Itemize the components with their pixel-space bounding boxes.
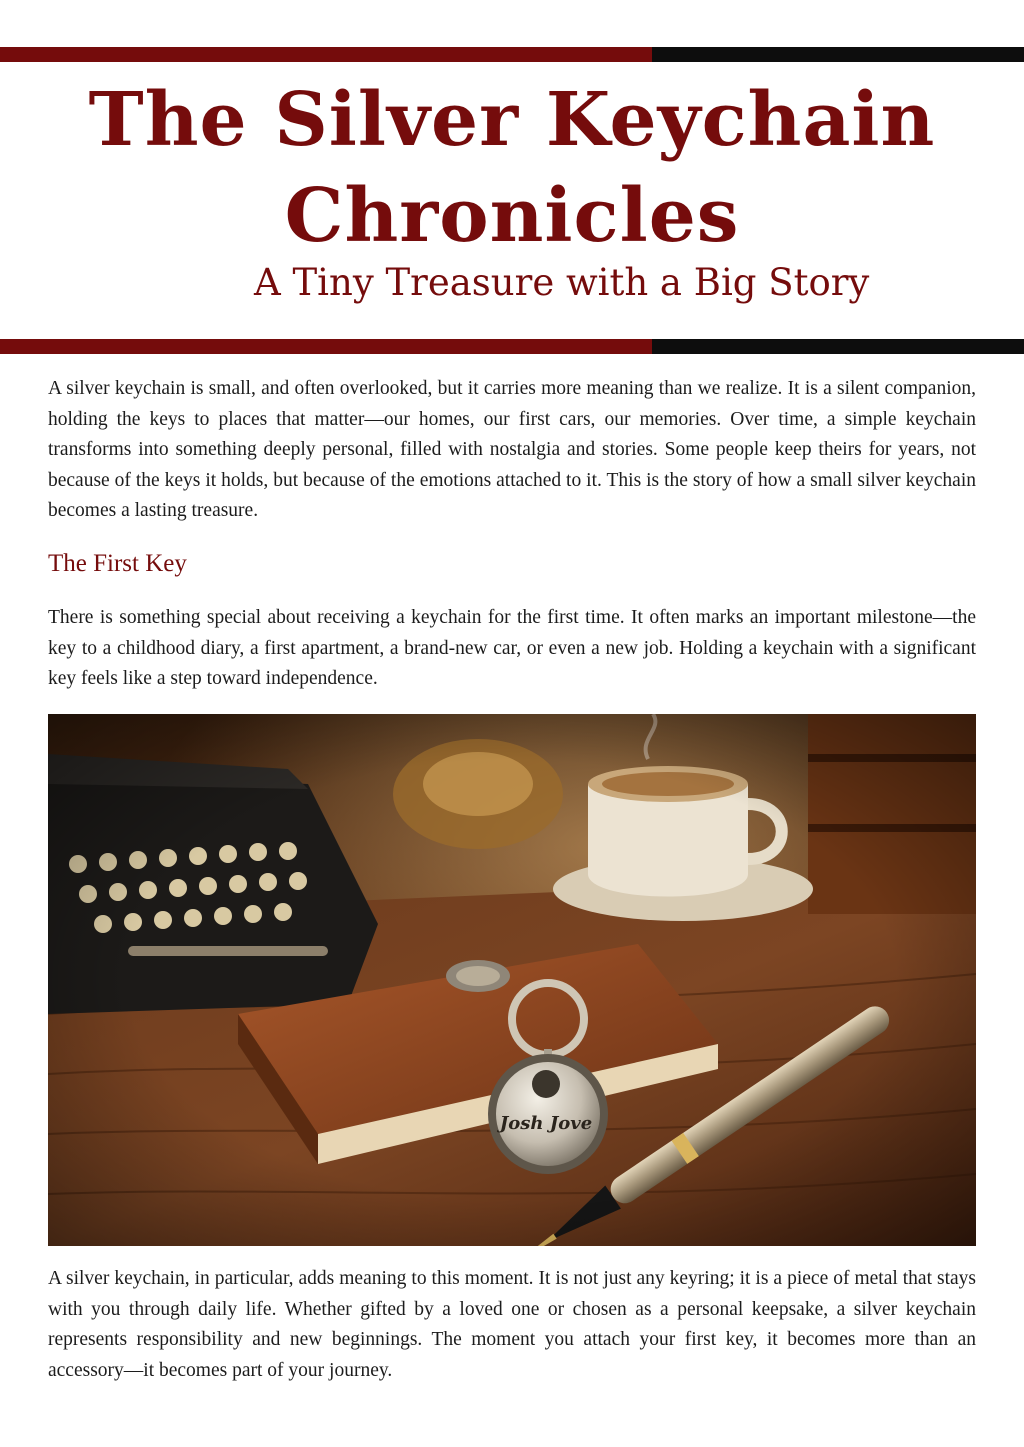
keychain-photo xyxy=(48,714,976,1246)
bottom-rule-black xyxy=(652,339,1024,354)
section-paragraph-2: A silver keychain, in particular, adds meaning to this moment. It is not just any keyring; it is a piece of metal that stays with you through daily life. Whether gifted by a loved one or chosen as a personal keepsake, a silver keychain represents responsibility and new beginnings. The moment you attach your first key, it becomes more than an accessory—it becomes part of your journey. xyxy=(48,1268,976,1381)
section-paragraph-1: There is something special about receiving a keychain for the first time. It often marks an important milestone—the key to a childhood diary, a first apartment, a brand-new car, or even a new job. Holding a keychain with a significant key feels like a step toward independence. xyxy=(48,607,976,689)
page-subtitle: A Tiny Treasure with a Big Story xyxy=(254,261,870,304)
section-heading: The First Key xyxy=(48,550,187,577)
intro-paragraph: A silver keychain is small, and often overlooked, but it carries more meaning than we realize. It is a silent companion, holding the keys to places that matter—our homes, our first cars, our memories. Over time, a simple keychain transforms into something deeply personal, filled with nostalgia and stories. Some people keep theirs for years, not because of the keys it holds, but because of the emotions attached to it. This is the story of how a small silver keychain becomes a lasting treasure. xyxy=(48,378,976,521)
top-rule-black xyxy=(652,47,1024,62)
top-rule-red xyxy=(0,47,652,62)
top-rule xyxy=(0,47,1024,62)
bottom-rule-red xyxy=(0,339,652,354)
photo-illustration xyxy=(48,714,976,1246)
title-line-2: Chronicles xyxy=(284,173,740,259)
title-line-1: The Silver Keychain xyxy=(88,77,936,163)
bottom-rule xyxy=(0,339,1024,354)
page-title xyxy=(0,72,1024,264)
